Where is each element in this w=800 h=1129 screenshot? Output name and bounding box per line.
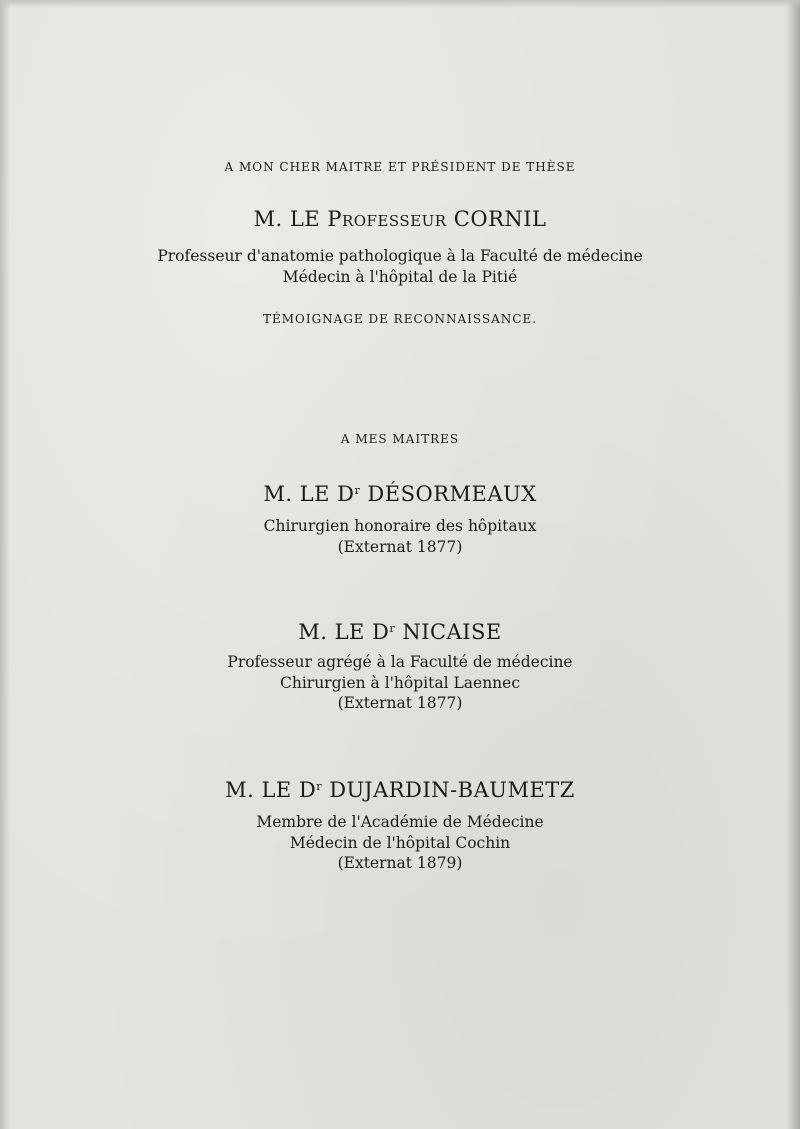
- master-name-prefix: M. LE D: [298, 620, 390, 644]
- master-detail-line: Membre de l'Académie de Médecine: [256, 813, 544, 831]
- page-top-edge-shadow: [0, 0, 800, 8]
- master-detail-line: (Externat 1877): [337, 694, 463, 712]
- master-detail-line: Professeur agrégé à la Faculté de médecine: [227, 653, 573, 671]
- master-name: [0, 484, 800, 505]
- master-name: [0, 622, 800, 643]
- master-detail-line: (Externat 1879): [337, 854, 463, 872]
- master-name-prefix: M. LE D: [225, 778, 317, 802]
- president-hospital: Médecin à l'hôpital de la Pitié: [282, 268, 518, 286]
- dedication-heading: A MON CHER MAITRE ET PRÉSIDENT DE THÈSE: [224, 160, 576, 174]
- master-detail-line: (Externat 1877): [337, 538, 463, 556]
- master-name-surname: DÉSORMEAUX: [367, 482, 537, 506]
- president-position: Professeur d'anatomie pathologique à la Faculté de médecine: [157, 247, 643, 265]
- master-detail-line: Chirurgien honoraire des hôpitaux: [263, 517, 537, 535]
- master-detail-line: Chirurgien à l'hôpital Laennec: [279, 674, 521, 692]
- master-name-sup: r: [389, 622, 396, 635]
- president-name-title: Professeur: [327, 207, 447, 231]
- president-name-prefix: M. LE: [253, 207, 321, 231]
- master-name-sup: r: [354, 484, 361, 497]
- masters-heading: A MES MAITRES: [340, 432, 460, 446]
- master-name: [0, 780, 800, 801]
- master-name-prefix: M. LE D: [263, 482, 355, 506]
- master-detail-line: Médecin de l'hôpital Cochin: [289, 834, 511, 852]
- master-name-surname: DUJARDIN-BAUMETZ: [329, 778, 575, 802]
- president-name-surname: CORNIL: [453, 207, 547, 231]
- master-name-surname: NICAISE: [402, 620, 502, 644]
- acknowledgement-line: TÉMOIGNAGE DE RECONNAISSANCE.: [262, 312, 538, 326]
- master-name-sup: r: [316, 780, 322, 793]
- president-name: [0, 209, 800, 230]
